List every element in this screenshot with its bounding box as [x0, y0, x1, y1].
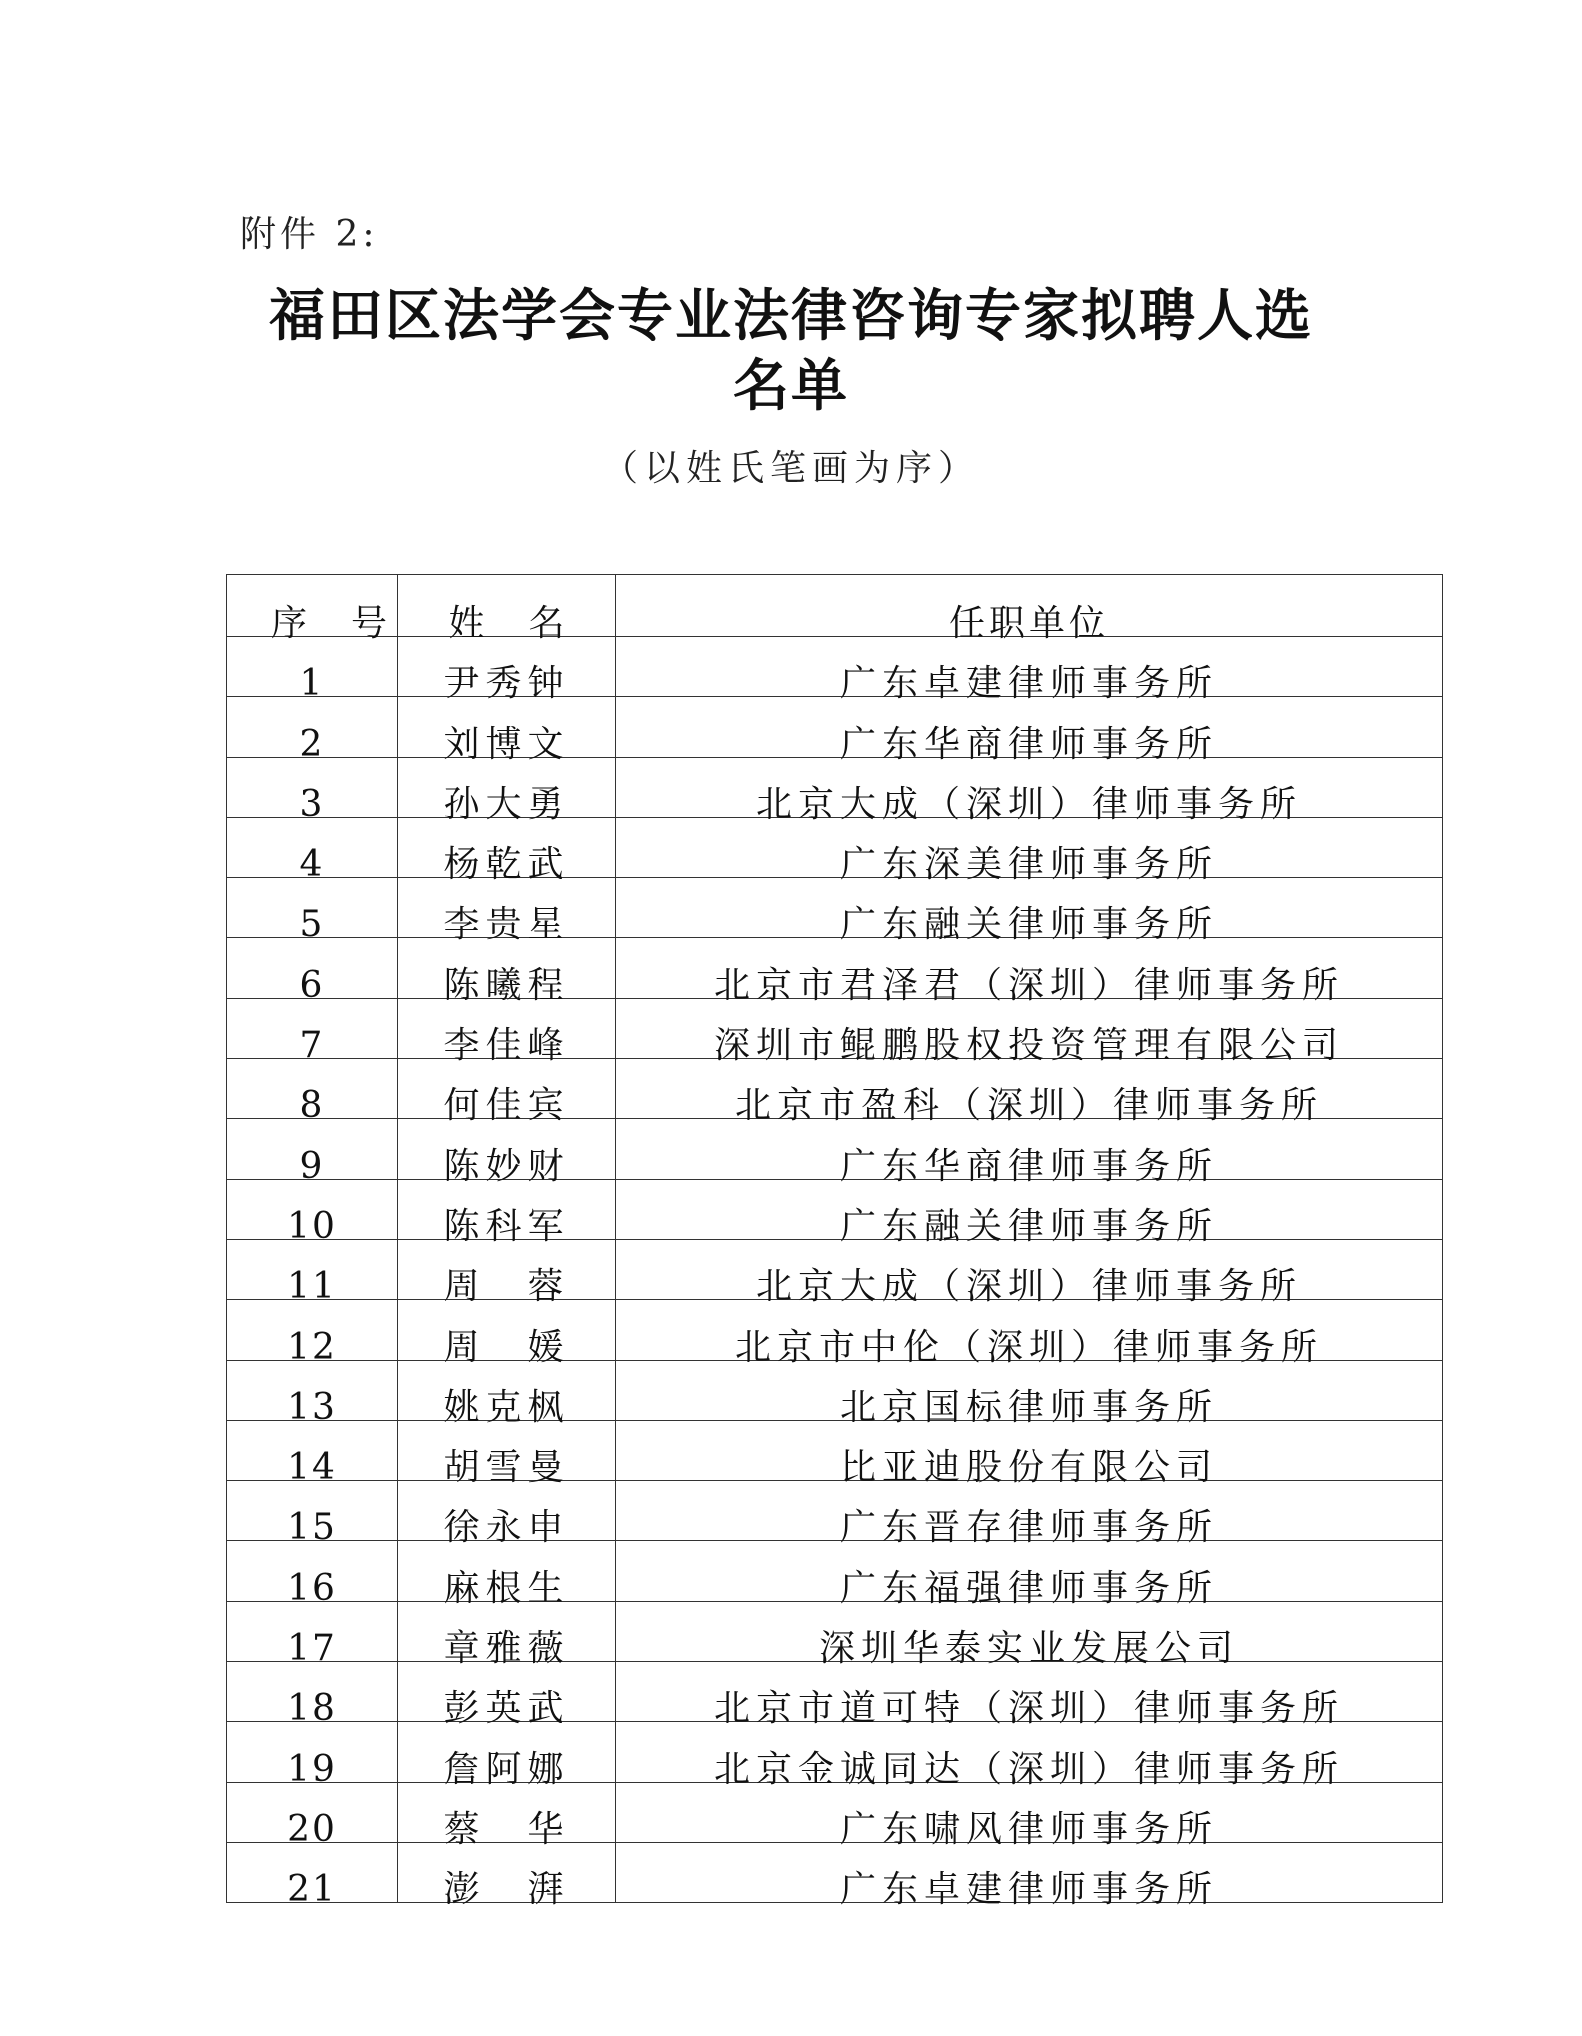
- name-cell: 麻根生: [398, 1541, 616, 1601]
- name-cell: 陈曦程: [398, 938, 616, 998]
- organization-cell: 北京国标律师事务所: [616, 1360, 1443, 1420]
- name-cell: 李佳峰: [398, 998, 616, 1058]
- table-row: [227, 637, 1443, 697]
- table-row: [227, 1782, 1443, 1842]
- table-row: [227, 757, 1443, 817]
- table-row: [227, 1842, 1443, 1902]
- organization-cell: 广东啸风律师事务所: [616, 1782, 1443, 1842]
- serial-number-cell: 13: [227, 1360, 398, 1420]
- serial-number-cell: 4: [227, 817, 398, 877]
- organization-cell: 广东融关律师事务所: [616, 878, 1443, 938]
- serial-number-cell: 12: [227, 1300, 398, 1360]
- expert-roster-table: [226, 574, 1443, 1911]
- document-title-line-1: 福田区法学会专业法律咨询专家拟聘人选: [269, 284, 1313, 349]
- name-cell: 李贵星: [398, 878, 616, 938]
- organization-cell: 广东晋存律师事务所: [616, 1481, 1443, 1541]
- table-row: [227, 1239, 1443, 1299]
- serial-number-cell: 16: [227, 1541, 398, 1601]
- serial-number-cell: 3: [227, 757, 398, 817]
- name-cell: 尹秀钟: [398, 637, 616, 697]
- table-row: [227, 1481, 1443, 1541]
- name-cell: 胡雪曼: [398, 1420, 616, 1480]
- organization-cell: 深圳华泰实业发展公司: [616, 1601, 1443, 1661]
- name-cell: 詹阿娜: [398, 1722, 616, 1782]
- serial-number-cell: 6: [227, 938, 398, 998]
- organization-cell: 北京金诚同达（深圳）律师事务所: [616, 1722, 1443, 1782]
- serial-number-cell: 7: [227, 998, 398, 1058]
- serial-number-cell: 17: [227, 1601, 398, 1661]
- organization-cell: 北京大成（深圳）律师事务所: [616, 1239, 1443, 1299]
- attachment-label: 附件 2:: [240, 214, 379, 255]
- serial-number-cell: 8: [227, 1059, 398, 1119]
- header-organization: 任职单位: [616, 575, 1443, 637]
- table-body: [227, 637, 1443, 1911]
- organization-cell: 北京市君泽君（深圳）律师事务所: [616, 938, 1443, 998]
- table-row: [227, 1179, 1443, 1239]
- serial-number-cell: 20: [227, 1782, 398, 1842]
- name-cell: 刘博文: [398, 697, 616, 757]
- serial-number-cell: 19: [227, 1722, 398, 1782]
- name-cell: 陈科军: [398, 1179, 616, 1239]
- serial-number-cell: 15: [227, 1481, 398, 1541]
- organization-cell: 广东福强律师事务所: [616, 1541, 1443, 1601]
- organization-cell: 广东卓建律师事务所: [616, 1842, 1443, 1902]
- table-row: [227, 1360, 1443, 1420]
- name-cell: 章雅薇: [398, 1601, 616, 1661]
- table-row: [227, 1300, 1443, 1360]
- serial-number-cell: 2: [227, 697, 398, 757]
- table-row: [227, 1601, 1443, 1661]
- table-row: [227, 938, 1443, 998]
- document-title-line-2: 名单: [733, 354, 849, 419]
- name-cell: 澎 湃: [398, 1842, 616, 1902]
- name-cell: 徐永申: [398, 1481, 616, 1541]
- organization-cell: 北京市中伦（深圳）律师事务所: [616, 1300, 1443, 1360]
- serial-number-cell: 9: [227, 1119, 398, 1179]
- document-subtitle: （以姓氏笔画为序）: [601, 448, 980, 489]
- table-row: [227, 878, 1443, 938]
- serial-number-cell: 5: [227, 878, 398, 938]
- name-cell: 姚克枫: [398, 1360, 616, 1420]
- organization-cell: 北京市盈科（深圳）律师事务所: [616, 1059, 1443, 1119]
- name-cell: 彭英武: [398, 1662, 616, 1722]
- table-row: [227, 1420, 1443, 1480]
- name-cell: 周 蓉: [398, 1239, 616, 1299]
- organization-cell: 北京市道可特（深圳）律师事务所: [616, 1662, 1443, 1722]
- organization-cell: 北京大成（深圳）律师事务所: [616, 757, 1443, 817]
- organization-cell: 深圳市鲲鹏股权投资管理有限公司: [616, 998, 1443, 1058]
- table-row: [227, 697, 1443, 757]
- organization-cell: 广东华商律师事务所: [616, 697, 1443, 757]
- serial-number-cell: 21: [227, 1842, 398, 1902]
- name-cell: 杨乾武: [398, 817, 616, 877]
- name-cell: 陈妙财: [398, 1119, 616, 1179]
- header-serial-number: 序号: [227, 575, 398, 637]
- organization-cell: 广东融关律师事务所: [616, 1179, 1443, 1239]
- table-row: [227, 998, 1443, 1058]
- organization-cell: 比亚迪股份有限公司: [616, 1420, 1443, 1480]
- serial-number-cell: 14: [227, 1420, 398, 1480]
- name-cell: 周 媛: [398, 1300, 616, 1360]
- serial-number-cell: 10: [227, 1179, 398, 1239]
- name-cell: 何佳宾: [398, 1059, 616, 1119]
- table-row: [227, 1662, 1443, 1722]
- table-row: [227, 1722, 1443, 1782]
- organization-cell: 广东卓建律师事务所: [616, 637, 1443, 697]
- header-name: 姓名: [398, 575, 616, 637]
- serial-number-cell: 1: [227, 637, 398, 697]
- organization-cell: 广东深美律师事务所: [616, 817, 1443, 877]
- table-row: [227, 1059, 1443, 1119]
- serial-number-cell: 18: [227, 1662, 398, 1722]
- serial-number-cell: 11: [227, 1239, 398, 1299]
- table-row: [227, 817, 1443, 877]
- name-cell: 孙大勇: [398, 757, 616, 817]
- table-row: [227, 1119, 1443, 1179]
- organization-cell: 广东华商律师事务所: [616, 1119, 1443, 1179]
- table-header-row: [227, 575, 1443, 637]
- table-row: [227, 1541, 1443, 1601]
- name-cell: 蔡 华: [398, 1782, 616, 1842]
